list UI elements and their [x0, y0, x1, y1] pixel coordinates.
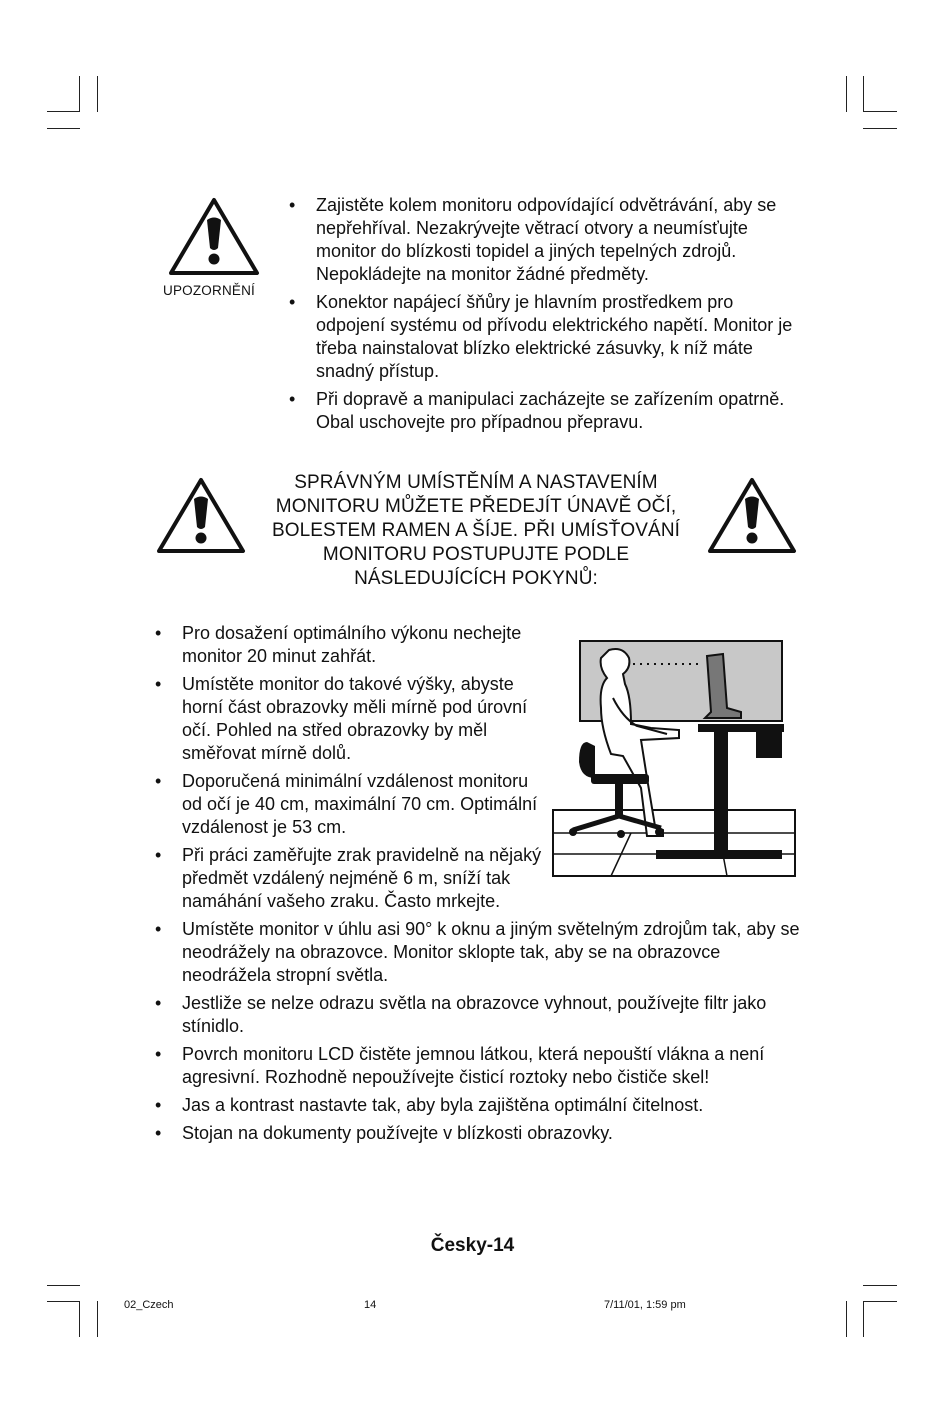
list-item: • Zajistěte kolem monitoru odpovídající odvětrávání, aby se nepřehříval. Nezakrývejte větrací otvory a neumísťujte monitor do blízkosti topidel a jiných tepelných zdrojů. Nepokládejte na monitor žádné předměty.	[316, 194, 806, 286]
list-item: • Při dopravě a manipulaci zacházejte se zařízením opatrně. Obal uschovejte pro případnou přepravu.	[316, 388, 806, 434]
list-item: • Jas a kontrast nastavte tak, aby byla zajištěna optimální čitelnost.	[182, 1094, 802, 1117]
list-item: • Jestliže se nelze odrazu světla na obrazovce vyhnout, používejte filtr jako stínidlo.	[182, 992, 802, 1038]
slug-page: 14	[364, 1299, 377, 1311]
guideline-list	[182, 622, 802, 1150]
list-item: • Konektor napájecí šňůry je hlavním prostředkem pro odpojení systému od přívodu elektrického napětí. Monitor je třeba nainstalovat blízko elektrické zásuvky, k níž máte snadný přístup.	[316, 291, 806, 383]
list-item: • Doporučená minimální vzdálenost monitoru od očí je 40 cm, maximální 70 cm. Optimální vzdálenost je 53 cm.	[182, 770, 547, 839]
notice-line: NÁSLEDUJÍCÍCH POKYNŮ:	[354, 568, 598, 589]
notice-line: BOLESTEM RAMEN A ŠÍJE. PŘI UMÍSŤOVÁNÍ	[271, 520, 681, 541]
caution-label: UPOZORNĚNÍ	[163, 283, 256, 298]
warning-triangle-right-icon	[706, 476, 798, 556]
page-title: Česky-14	[430, 1235, 515, 1256]
list-item: • Stojan na dokumenty používejte v blízkosti obrazovky.	[182, 1122, 802, 1145]
notice-line: MONITORU MŮŽETE PŘEDEJÍT ÚNAVĚ OČÍ,	[275, 496, 677, 517]
notice-line: MONITORU POSTUPUJTE PODLE	[322, 544, 630, 565]
list-item: • Pro dosažení optimálního výkonu nechejte monitor 20 minut zahřát.	[182, 622, 547, 668]
list-item: • Umístěte monitor do takové výšky, abyste horní část obrazovky měli mírně pod úrovní očí. Pohled na střed obrazovky by měl směřovat mírně dolů.	[182, 673, 547, 765]
list-item: • Při práci zaměřujte zrak pravidelně na nějaký předmět vzdálený nejméně 6 m, sníží tak namáhání vašeho zraku. Často mrkejte.	[182, 844, 547, 913]
warning-triangle-left-icon	[155, 476, 247, 556]
ergonomic-notice	[256, 471, 696, 591]
notice-line: SPRÁVNÝM UMÍSTĚNÍM A NASTAVENÍM	[294, 472, 658, 493]
list-item: • Povrch monitoru LCD čistěte jemnou látkou, která nepouští vlákna a není agresivní. Rozhodně nepoužívejte čisticí roztoky nebo čističe skel!	[182, 1043, 802, 1089]
slug-file: 02_Czech	[124, 1299, 174, 1311]
slug-date: 7/11/01, 1:59 pm	[604, 1299, 686, 1311]
caution-list	[316, 194, 806, 439]
warning-triangle-icon	[167, 196, 261, 278]
list-item: • Umístěte monitor v úhlu asi 90° k oknu a jiným světelným zdrojům tak, aby se neodrážely na obrazovce. Monitor sklopte tak, aby se na obrazovce neodrážela stropní světla.	[182, 918, 802, 987]
